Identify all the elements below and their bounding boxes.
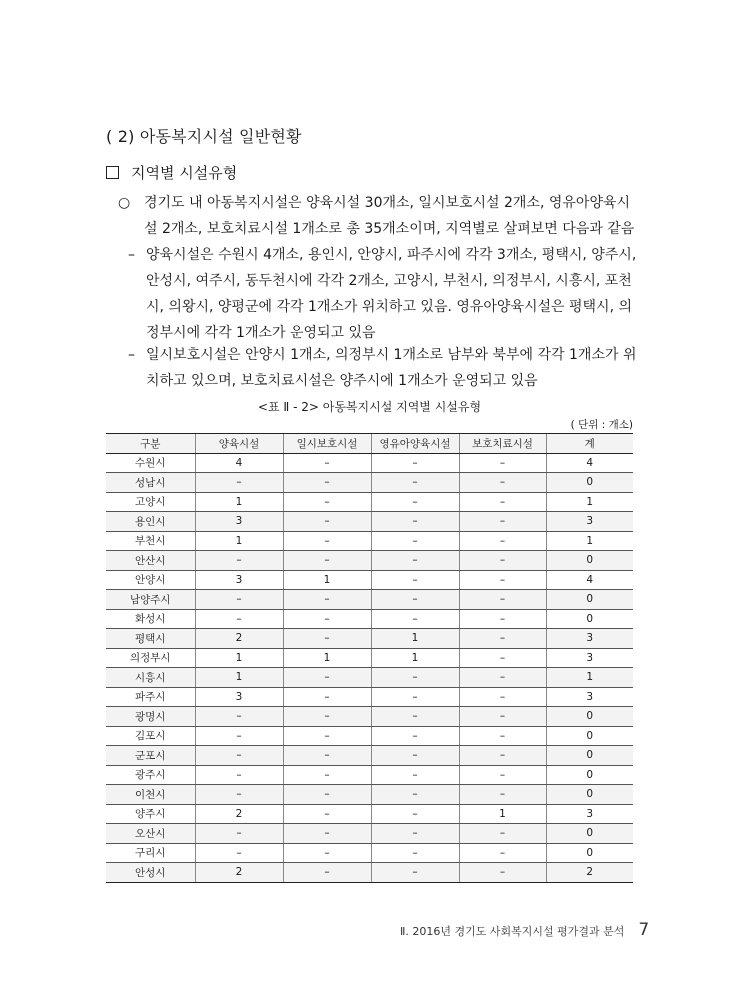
count-cell: 1 bbox=[283, 570, 371, 590]
region-cell: 광주시 bbox=[106, 765, 195, 785]
region-cell: 화성시 bbox=[106, 609, 195, 629]
footer-text: Ⅱ. 2016년 경기도 사회복지시설 평가결과 분석 bbox=[400, 925, 625, 938]
count-cell: – bbox=[283, 609, 371, 629]
count-cell: 3 bbox=[546, 648, 633, 668]
count-cell: – bbox=[459, 473, 546, 493]
count-cell: – bbox=[283, 551, 371, 571]
count-cell: 1 bbox=[195, 492, 283, 512]
count-cell: 1 bbox=[546, 668, 633, 688]
count-cell: – bbox=[195, 726, 283, 746]
count-cell: – bbox=[371, 785, 459, 805]
count-cell: 1 bbox=[546, 531, 633, 551]
count-cell: – bbox=[195, 609, 283, 629]
count-cell: – bbox=[459, 648, 546, 668]
count-cell: – bbox=[283, 512, 371, 532]
count-cell: – bbox=[283, 765, 371, 785]
dash-bullet-item bbox=[128, 242, 638, 346]
table-row bbox=[106, 746, 633, 766]
region-cell: 양주시 bbox=[106, 804, 195, 824]
count-cell: – bbox=[195, 765, 283, 785]
circle-bullet-icon: ○ bbox=[118, 195, 131, 211]
column-header: 구분 bbox=[106, 434, 195, 454]
count-cell: 0 bbox=[546, 726, 633, 746]
table-row bbox=[106, 687, 633, 707]
count-cell: – bbox=[371, 804, 459, 824]
count-cell: 1 bbox=[283, 648, 371, 668]
count-cell: – bbox=[371, 863, 459, 883]
table-row bbox=[106, 609, 633, 629]
count-cell: – bbox=[459, 785, 546, 805]
table-row bbox=[106, 765, 633, 785]
table-row bbox=[106, 707, 633, 727]
count-cell: 2 bbox=[546, 863, 633, 883]
count-cell: 0 bbox=[546, 765, 633, 785]
count-cell: 0 bbox=[546, 707, 633, 727]
region-cell: 파주시 bbox=[106, 687, 195, 707]
table-row bbox=[106, 785, 633, 805]
count-cell: – bbox=[459, 629, 546, 649]
count-cell: – bbox=[371, 765, 459, 785]
count-cell: – bbox=[459, 863, 546, 883]
count-cell: – bbox=[283, 804, 371, 824]
count-cell: 1 bbox=[195, 531, 283, 551]
table-row bbox=[106, 648, 633, 668]
count-cell: 3 bbox=[195, 570, 283, 590]
table-row bbox=[106, 668, 633, 688]
count-cell: – bbox=[459, 746, 546, 766]
table-row bbox=[106, 473, 633, 493]
region-cell: 안양시 bbox=[106, 570, 195, 590]
count-cell: – bbox=[371, 453, 459, 473]
count-cell: 3 bbox=[546, 512, 633, 532]
count-cell: – bbox=[459, 843, 546, 863]
table-row bbox=[106, 512, 633, 532]
table-row bbox=[106, 551, 633, 571]
table-row bbox=[106, 804, 633, 824]
count-cell: – bbox=[459, 707, 546, 727]
section-title: ( 2) 아동복지시설 일반현황 bbox=[106, 127, 302, 146]
table-row bbox=[106, 453, 633, 473]
table-row bbox=[106, 531, 633, 551]
count-cell: 1 bbox=[195, 648, 283, 668]
square-bullet-icon bbox=[106, 166, 119, 179]
region-cell: 수원시 bbox=[106, 453, 195, 473]
column-header: 일시보호시설 bbox=[283, 434, 371, 454]
region-cell: 오산시 bbox=[106, 824, 195, 844]
region-cell: 용인시 bbox=[106, 512, 195, 532]
count-cell: – bbox=[283, 843, 371, 863]
count-cell: 1 bbox=[546, 492, 633, 512]
count-cell: – bbox=[371, 512, 459, 532]
region-cell: 안산시 bbox=[106, 551, 195, 571]
region-cell: 평택시 bbox=[106, 629, 195, 649]
table-caption: <표 Ⅱ - 2> 아동복지시설 지역별 시설유형 bbox=[257, 400, 482, 414]
table-row bbox=[106, 492, 633, 512]
count-cell: – bbox=[283, 726, 371, 746]
count-cell: – bbox=[371, 531, 459, 551]
count-cell: 0 bbox=[546, 473, 633, 493]
column-header: 양육시설 bbox=[195, 434, 283, 454]
region-cell: 광명시 bbox=[106, 707, 195, 727]
count-cell: – bbox=[459, 531, 546, 551]
count-cell: – bbox=[371, 843, 459, 863]
dash-bullet-icon: – bbox=[128, 347, 135, 363]
count-cell: – bbox=[371, 726, 459, 746]
dash-bullet-item bbox=[128, 342, 638, 394]
count-cell: – bbox=[459, 726, 546, 746]
column-header: 영유아양육시설 bbox=[371, 434, 459, 454]
count-cell: – bbox=[195, 785, 283, 805]
column-header: 보호치료시설 bbox=[459, 434, 546, 454]
region-cell: 성남시 bbox=[106, 473, 195, 493]
dash-bullet-text: 양육시설은 수원시 4개소, 용인시, 안양시, 파주시에 각각 3개소, 평택시, 양주시, 안성시, 여주시, 동두천시에 각각 2개소, 고양시, 부천시, 의정부시, 시흥시, 포천시, 의왕시, 양평군에 각각 1개소가 위치하고 있음. 영유아양육시설은 평택시, 의정부시에 각각 1개소가 운영되고 있음 bbox=[146, 247, 637, 341]
region-cell: 안성시 bbox=[106, 863, 195, 883]
region-cell: 김포시 bbox=[106, 726, 195, 746]
count-cell: 0 bbox=[546, 551, 633, 571]
table-unit-note: ( 단위 : 개소) bbox=[570, 419, 633, 431]
count-cell: – bbox=[283, 531, 371, 551]
count-cell: 4 bbox=[195, 453, 283, 473]
dash-bullet-icon: – bbox=[128, 247, 135, 263]
count-cell: – bbox=[371, 668, 459, 688]
column-header: 계 bbox=[546, 434, 633, 454]
region-cell: 구리시 bbox=[106, 843, 195, 863]
table-header bbox=[106, 434, 633, 454]
region-cell: 고양시 bbox=[106, 492, 195, 512]
region-cell: 군포시 bbox=[106, 746, 195, 766]
count-cell: 3 bbox=[546, 687, 633, 707]
count-cell: – bbox=[459, 668, 546, 688]
count-cell: – bbox=[195, 824, 283, 844]
count-cell: 2 bbox=[195, 863, 283, 883]
table-row bbox=[106, 843, 633, 863]
table-row bbox=[106, 863, 633, 883]
count-cell: 1 bbox=[459, 804, 546, 824]
count-cell: – bbox=[371, 687, 459, 707]
page-number: 7 bbox=[638, 920, 650, 940]
count-cell: – bbox=[283, 629, 371, 649]
page-footer bbox=[400, 920, 649, 940]
dash-bullet-text: 일시보호시설은 안양시 1개소, 의정부시 1개소로 남부와 북부에 각각 1개소가 위치하고 있으며, 보호치료시설은 양주시에 1개소가 운영되고 있음 bbox=[146, 347, 637, 389]
count-cell: – bbox=[371, 492, 459, 512]
count-cell: 0 bbox=[546, 843, 633, 863]
count-cell: – bbox=[195, 746, 283, 766]
table-row bbox=[106, 824, 633, 844]
count-cell: – bbox=[459, 512, 546, 532]
count-cell: 2 bbox=[195, 804, 283, 824]
region-cell: 남양주시 bbox=[106, 590, 195, 610]
count-cell: – bbox=[195, 707, 283, 727]
table-row bbox=[106, 590, 633, 610]
count-cell: – bbox=[283, 590, 371, 610]
count-cell: – bbox=[283, 453, 371, 473]
count-cell: – bbox=[283, 687, 371, 707]
count-cell: – bbox=[283, 785, 371, 805]
count-cell: – bbox=[371, 746, 459, 766]
count-cell: – bbox=[459, 765, 546, 785]
count-cell: – bbox=[371, 707, 459, 727]
count-cell: – bbox=[371, 824, 459, 844]
region-cell: 의정부시 bbox=[106, 648, 195, 668]
table-row bbox=[106, 726, 633, 746]
count-cell: 1 bbox=[195, 668, 283, 688]
count-cell: – bbox=[459, 824, 546, 844]
count-cell: 2 bbox=[195, 629, 283, 649]
count-cell: – bbox=[459, 453, 546, 473]
table-row bbox=[106, 629, 633, 649]
table-body bbox=[106, 453, 633, 882]
count-cell: – bbox=[283, 668, 371, 688]
count-cell: – bbox=[283, 707, 371, 727]
count-cell: 1 bbox=[371, 648, 459, 668]
table-row bbox=[106, 570, 633, 590]
count-cell: – bbox=[371, 551, 459, 571]
count-cell: 3 bbox=[195, 687, 283, 707]
count-cell: 0 bbox=[546, 609, 633, 629]
count-cell: – bbox=[459, 590, 546, 610]
count-cell: 3 bbox=[195, 512, 283, 532]
count-cell: – bbox=[195, 590, 283, 610]
subsection-heading bbox=[106, 162, 237, 183]
count-cell: 4 bbox=[546, 570, 633, 590]
count-cell: – bbox=[459, 687, 546, 707]
count-cell: 3 bbox=[546, 804, 633, 824]
circle-bullet-item bbox=[118, 190, 638, 242]
count-cell: – bbox=[459, 609, 546, 629]
circle-bullet-text: 경기도 내 아동복지시설은 양육시설 30개소, 일시보호시설 2개소, 영유아양육시설 2개소, 보호치료시설 1개소로 총 35개소이며, 지역별로 살펴보면 다음과 같음 bbox=[144, 195, 635, 237]
count-cell: – bbox=[195, 473, 283, 493]
count-cell: – bbox=[195, 551, 283, 571]
count-cell: 0 bbox=[546, 746, 633, 766]
count-cell: 0 bbox=[546, 590, 633, 610]
count-cell: – bbox=[283, 492, 371, 512]
count-cell: – bbox=[459, 492, 546, 512]
count-cell: – bbox=[459, 570, 546, 590]
region-cell: 부천시 bbox=[106, 531, 195, 551]
count-cell: – bbox=[371, 570, 459, 590]
count-cell: – bbox=[283, 746, 371, 766]
table-header-row bbox=[106, 434, 633, 454]
count-cell: – bbox=[283, 824, 371, 844]
region-cell: 시흥시 bbox=[106, 668, 195, 688]
region-cell: 이천시 bbox=[106, 785, 195, 805]
count-cell: – bbox=[371, 473, 459, 493]
count-cell: 0 bbox=[546, 785, 633, 805]
count-cell: – bbox=[459, 551, 546, 571]
count-cell: – bbox=[195, 843, 283, 863]
subsection-title: 지역별 시설유형 bbox=[131, 164, 238, 182]
count-cell: – bbox=[283, 863, 371, 883]
count-cell: 4 bbox=[546, 453, 633, 473]
count-cell: – bbox=[283, 473, 371, 493]
count-cell: 3 bbox=[546, 629, 633, 649]
count-cell: – bbox=[371, 590, 459, 610]
count-cell: 0 bbox=[546, 824, 633, 844]
count-cell: 1 bbox=[371, 629, 459, 649]
facility-type-table bbox=[106, 433, 633, 883]
count-cell: – bbox=[371, 609, 459, 629]
